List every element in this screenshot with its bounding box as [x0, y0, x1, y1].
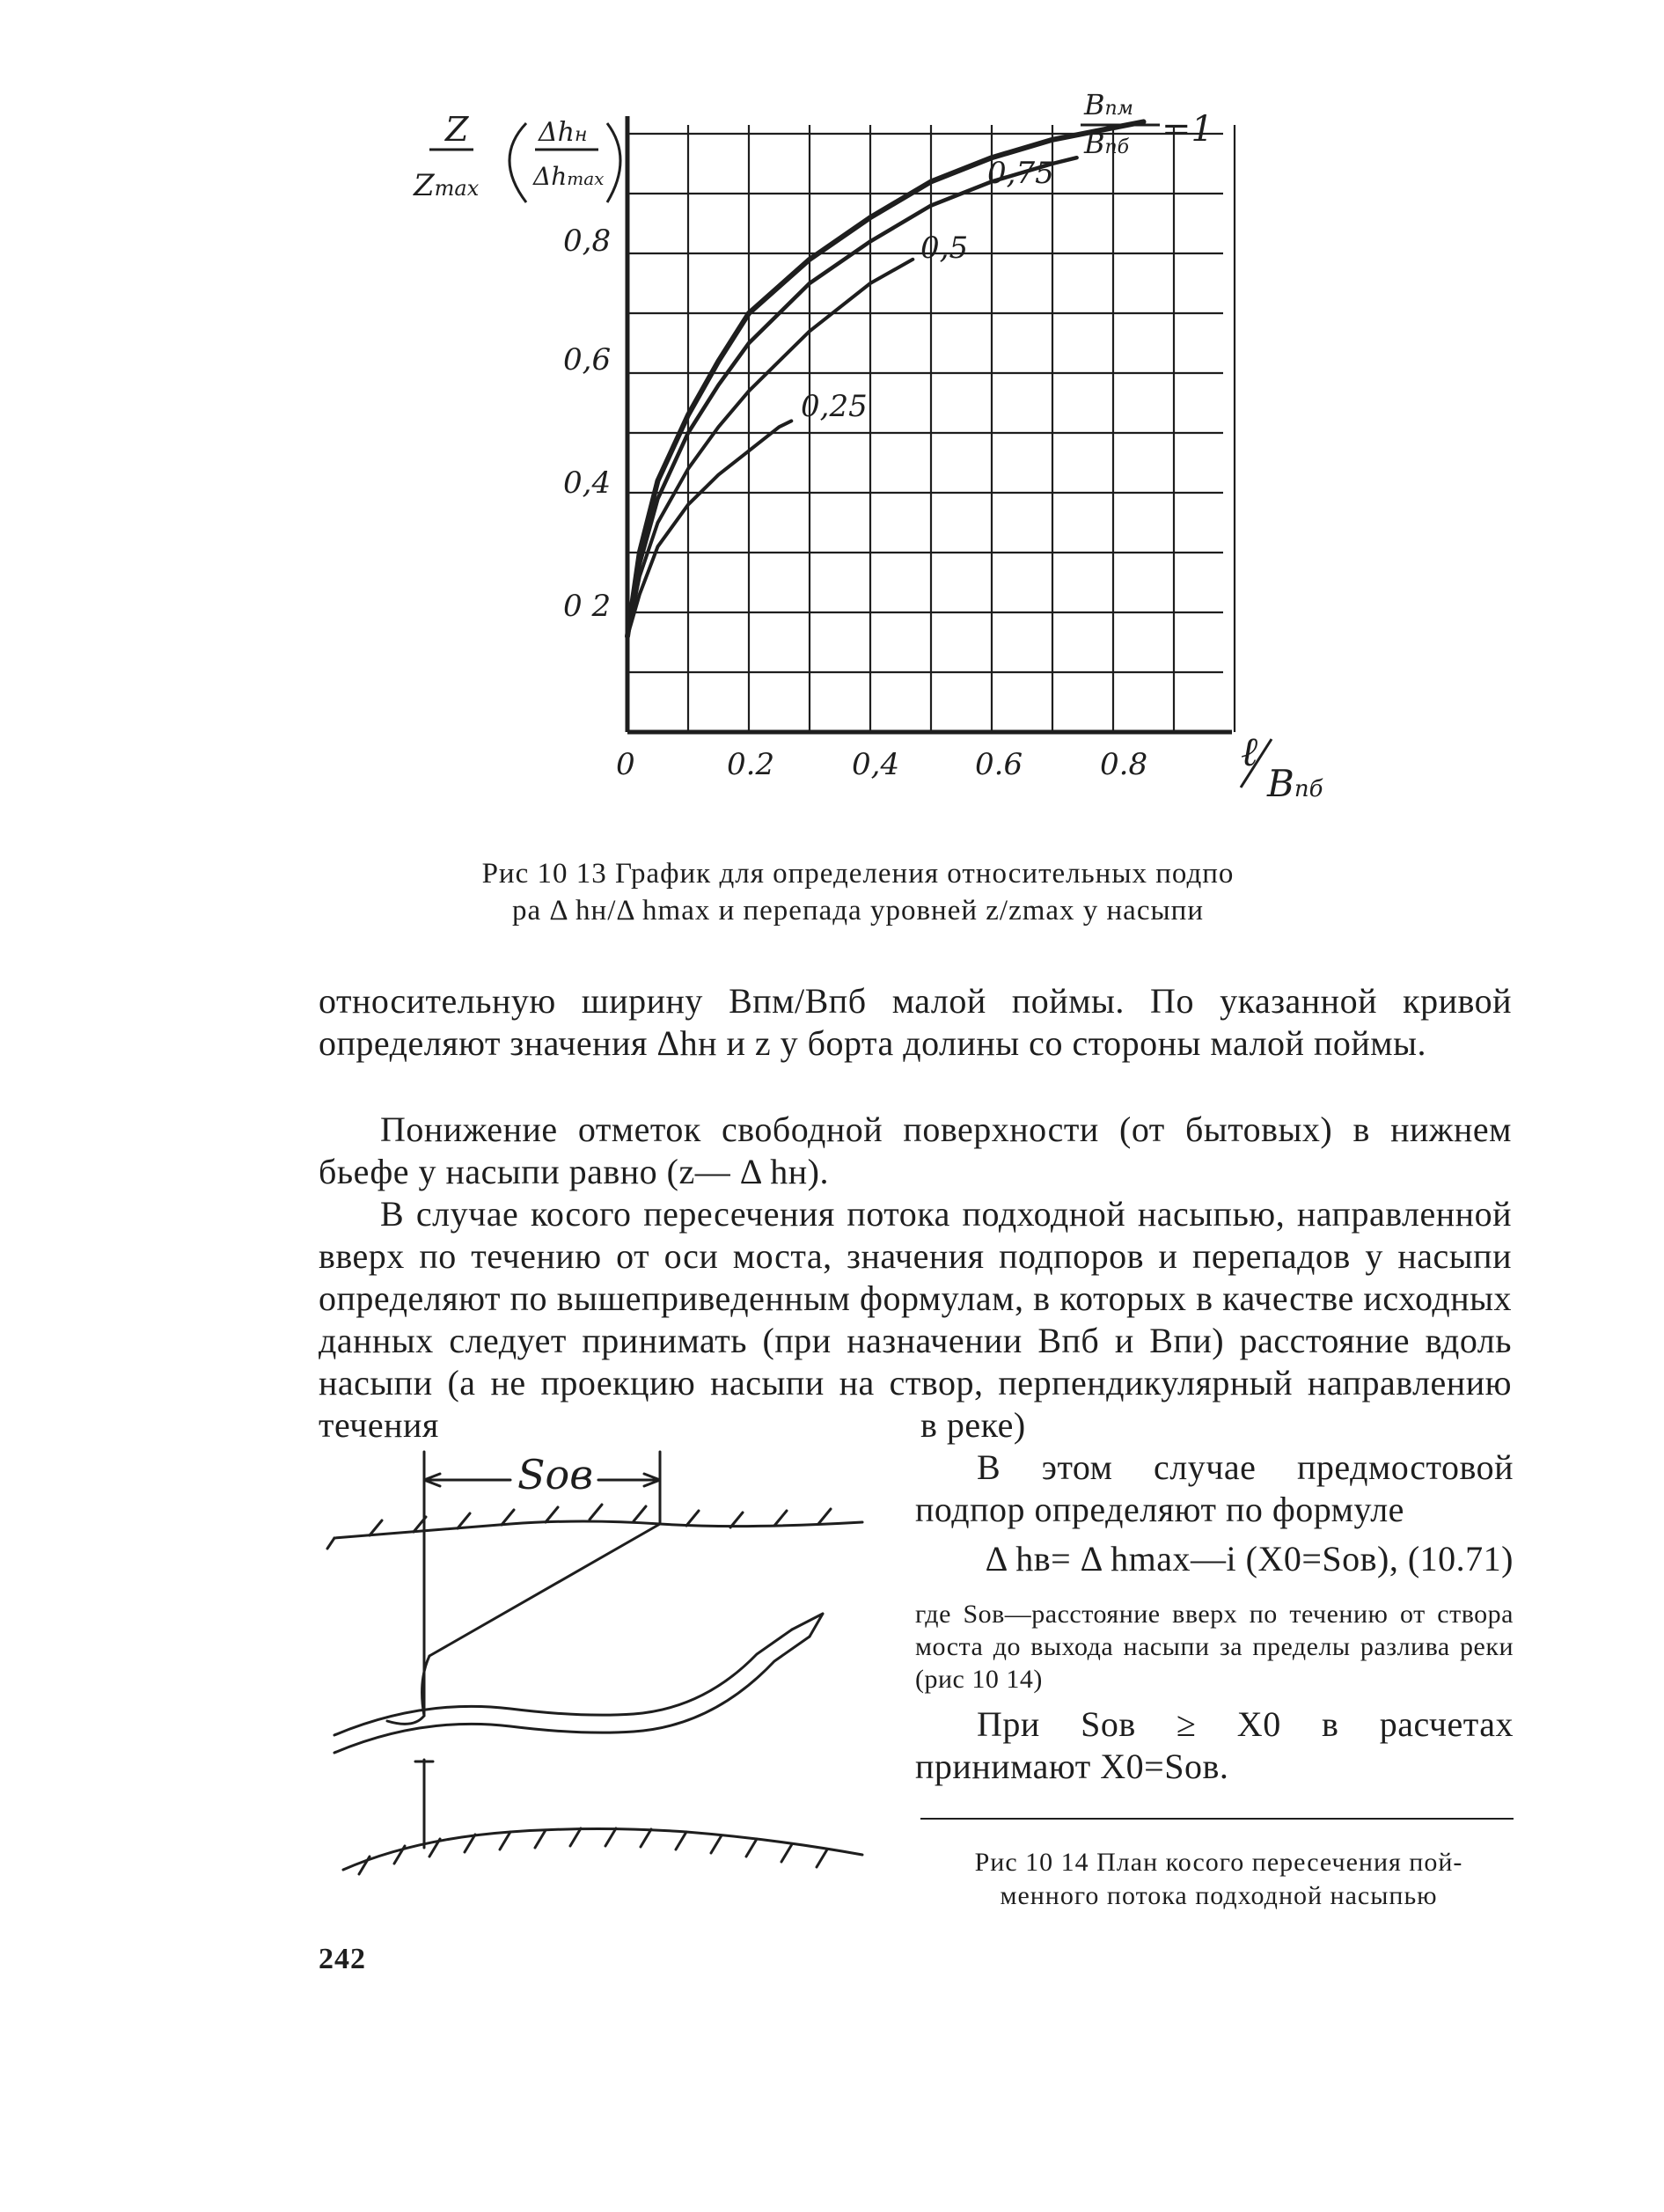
- y-tick-label: 0,4: [563, 465, 612, 501]
- series-line: [627, 121, 1144, 636]
- svg-text:Δhн: Δhн: [539, 117, 588, 148]
- lower-valley-edge: [343, 1829, 862, 1871]
- legend-title: [1081, 88, 1160, 160]
- paragraph-2: Понижение отметок свободной поверхности (от бытовых) в нижнем бьефе у насыпи равно (z— Δ hн).: [319, 1110, 1512, 1191]
- caption-separator: [920, 1818, 1514, 1820]
- page-number: 242: [319, 1943, 366, 1975]
- oblique-embankment: [429, 1524, 660, 1656]
- figure-10-14-caption-line2: менного потока подходной насыпью: [1000, 1881, 1438, 1910]
- y-tick-label: 0,8: [563, 223, 612, 259]
- flow-arrow: [792, 1614, 823, 1637]
- where-definition: где Sов—расстояние вверх по течению от створа моста до выхода насыпи за пределы разлива реки (рис 10 14): [915, 1600, 1514, 1694]
- svg-text:Bпм: Bпм: [1084, 88, 1133, 121]
- x-tick-label: 0.2: [727, 747, 775, 782]
- x-tick-label: 0: [616, 747, 635, 782]
- series-label-025: 0,25: [801, 389, 868, 424]
- y-tick-label: 0 2: [563, 589, 612, 624]
- figure-10-14-caption: [915, 1846, 1522, 1913]
- paragraph-3: В случае косого пересечения потока подходной насыпью, направленной вверх по течению от оси моста, значения подпоров и перепадов у насыпи определяют по вышеприведенным формулам, в которых в качестве исходных данных следует принимать (при назначении Bпб и Bпи) расстояние вдоль насыпи (а не проекцию насыпи на створ, перпендикулярный направлению течения: [319, 1194, 1512, 1445]
- svg-text:ℓ: ℓ: [1241, 728, 1258, 775]
- y-axis-label: [413, 110, 620, 203]
- paragraph-5: При Sов ≥ X0 в расчетах принимают X0=Sов.: [915, 1704, 1514, 1786]
- chart-figure-10-13: [0, 0, 1664, 880]
- svg-text:Z: Z: [445, 110, 469, 149]
- river-bank-upper: [334, 1630, 792, 1735]
- svg-text:Bпб: Bпб: [1084, 127, 1130, 160]
- series-label-075: 0,75: [987, 156, 1054, 191]
- x-tick-label: 0.8: [1100, 747, 1148, 782]
- figure-10-14-diagram: [317, 1425, 880, 1883]
- x-tick-label: 0,4: [852, 747, 900, 782]
- figure-10-13-caption: [352, 855, 1364, 929]
- lower-bank-hatching: [359, 1828, 827, 1874]
- formula-number: (10.71): [1407, 1539, 1514, 1578]
- formula-10-71: [933, 1538, 1514, 1580]
- svg-text:Δhmax: Δhmax: [533, 162, 605, 191]
- formula-text: Δ hв= Δ hmax—i (X0=Sов),: [985, 1539, 1399, 1578]
- x-axis-label: [1241, 728, 1323, 805]
- series-line: [627, 421, 791, 636]
- paragraph-1: относительную ширину Bпм/Bпб малой поймы. По указанной кривой определяют значения Δhн и z у борта долины со стороны малой поймы.: [319, 981, 1512, 1063]
- y-tick-label: 0,6: [563, 342, 612, 377]
- upper-valley-edge: [334, 1521, 862, 1538]
- dimension-label-sob: Sов: [517, 1451, 593, 1498]
- series-label-05: 0,5: [920, 231, 969, 266]
- svg-text:Zmax: Zmax: [414, 168, 480, 203]
- figure-10-13-caption-line2: ра Δ hн/Δ hmax и перепада уровней z/zmax у насыпи: [512, 895, 1204, 927]
- figure-10-13-caption-line1: Рис 10 13 График для определения относительных подпо: [481, 858, 1235, 890]
- svg-text:Bпб: Bпб: [1267, 762, 1323, 805]
- x-tick-label: 0.6: [975, 747, 1023, 782]
- chart-series: [627, 121, 1144, 636]
- figure-10-14-caption-line1: Рис 10 14 План косого пересечения пой-: [974, 1848, 1463, 1877]
- paragraph-3-end: в реке): [920, 1405, 1026, 1445]
- river-bank-lower: [334, 1637, 810, 1753]
- paragraph-4: В этом случае предмостовой подпор определяют по формуле: [915, 1447, 1514, 1529]
- series-label-1: =1: [1162, 109, 1213, 150]
